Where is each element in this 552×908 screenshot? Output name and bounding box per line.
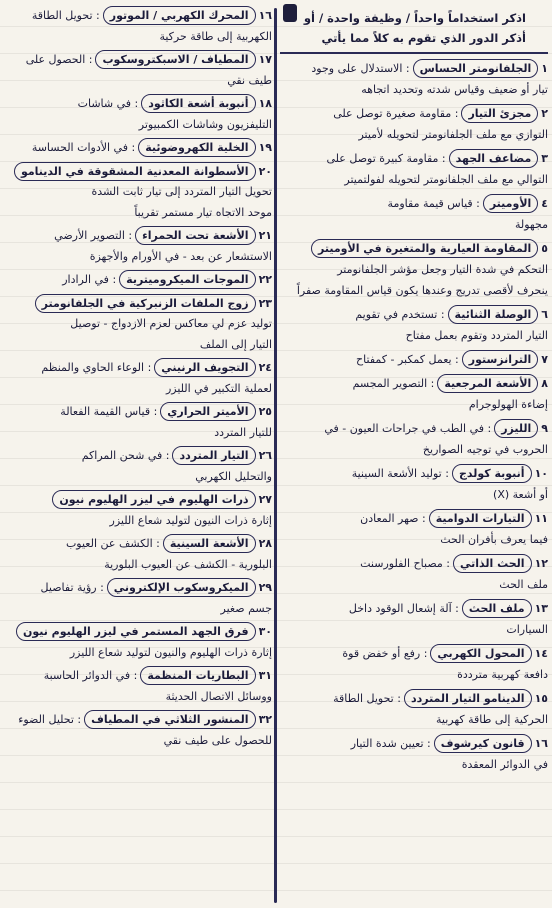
item-number: ٨ xyxy=(541,377,548,390)
item-number: ١٦ xyxy=(534,737,548,750)
list-item xyxy=(280,733,548,775)
item-first-line xyxy=(6,162,272,183)
item-description: : في الطب في جراحات العيون - في xyxy=(324,422,492,435)
item-continuation-line: التحكم في شدة التيار وجعل مؤشر الجلفانومتر xyxy=(337,263,548,276)
item-number: ٧ xyxy=(541,353,548,366)
item-number: ٢١ xyxy=(258,229,272,242)
list-item xyxy=(280,643,548,685)
item-term: قانون كيرشوف xyxy=(434,734,532,753)
item-first-line xyxy=(280,643,548,664)
item-continuation-line: الاستشعار عن بعد - في الأورام والأجهزة xyxy=(89,249,272,263)
item-term: الأشعة المرجعية xyxy=(437,374,538,393)
item-continuation-line: الحروب في توجيه الصواريخ xyxy=(422,443,548,456)
item-description: : توليد الأشعة السينية xyxy=(351,467,449,480)
item-continuation-line: إثارة ذرات الهليوم والنيون لتوليد شعاع الليزر xyxy=(69,645,272,659)
item-number: ٤ xyxy=(541,197,548,210)
item-number: ٢٠ xyxy=(258,164,272,178)
item-description: : صهر المعادن xyxy=(360,512,426,525)
list-item xyxy=(6,358,272,399)
item-number: ١ xyxy=(541,62,548,75)
item-first-line xyxy=(6,534,272,555)
item-number: ٢٦ xyxy=(258,449,272,462)
list-item xyxy=(6,534,272,575)
item-term: مجزئ التيار xyxy=(461,104,538,123)
item-description: : رفع أو خفض قوة xyxy=(342,647,428,660)
item-description: : مصباح الفلورسنت xyxy=(360,557,450,570)
item-term: الدينامو التيار المتردد xyxy=(404,689,532,708)
left-item-list xyxy=(6,6,272,751)
item-number: ١٤ xyxy=(534,647,548,660)
list-item xyxy=(6,578,272,619)
list-item xyxy=(280,688,548,730)
item-first-line xyxy=(6,666,272,687)
item-description: : تستخدم في تقويم xyxy=(355,308,445,321)
item-first-line xyxy=(280,418,548,439)
item-continuation-line: ينحرف لأقصى تدريج وعندها يكون قياس المقاومة صفراً xyxy=(296,284,548,297)
item-description: : الوعاء الحاوي والمنظم xyxy=(41,361,152,374)
item-continuation-line: مجهولة xyxy=(515,218,548,231)
item-term: فرق الجهد المستمر في ليزر الهليوم نيون xyxy=(16,622,256,641)
item-first-line xyxy=(280,373,548,394)
item-first-line xyxy=(6,294,272,315)
item-continuation-line: تحويل التيار المتردد إلى تيار ثابت الشدة xyxy=(91,185,272,198)
list-item xyxy=(6,138,272,159)
item-number: ١٨ xyxy=(258,97,272,110)
list-item xyxy=(280,418,548,460)
item-continuation-line: إثارة ذرات النيون لتوليد شعاع الليزر xyxy=(109,513,272,527)
item-term: المقاومة العيارية والمتغيرة في الأوميتر xyxy=(311,239,538,258)
item-continuation-line: التيار المتردد وتقوم بعمل مفتاح xyxy=(405,329,548,342)
item-number: ٣١ xyxy=(258,669,272,682)
item-term: الحث الذاتي xyxy=(453,554,532,573)
list-item xyxy=(6,162,272,224)
item-number: ١٥ xyxy=(534,692,548,705)
item-description: : في شاشات xyxy=(77,97,139,110)
column-divider xyxy=(274,8,277,903)
list-item xyxy=(6,226,272,267)
item-continuation-line: جسم صغير xyxy=(220,601,272,615)
list-item xyxy=(6,50,272,91)
item-continuation-line: الحركية إلى طاقة كهربية xyxy=(435,713,548,726)
list-item xyxy=(6,294,272,356)
item-first-line xyxy=(6,358,272,379)
item-description: : في شحن المراكم xyxy=(81,449,170,462)
item-description: : يعمل كمكبر - كمفتاح xyxy=(356,353,459,366)
item-first-line xyxy=(6,446,272,467)
item-term: المحرك الكهربي / الموتور xyxy=(103,6,256,25)
item-number: ١١ xyxy=(534,512,548,525)
item-number: ١٩ xyxy=(258,141,272,154)
item-continuation-line: للتيار المتردد xyxy=(214,425,272,439)
item-term: الخلية الكهروضوئية xyxy=(138,138,255,157)
item-first-line xyxy=(6,710,272,731)
list-item xyxy=(6,446,272,487)
item-description: : الحصول على xyxy=(25,53,93,66)
item-continuation-line: للحصول على طيف نقي xyxy=(163,733,272,747)
item-description: : التصوير المجسم xyxy=(352,377,435,390)
item-continuation-line: ملف الحث xyxy=(499,578,548,591)
list-item xyxy=(6,622,272,663)
item-first-line xyxy=(280,148,548,169)
item-description: : قياس القيمة الفعالة xyxy=(60,405,158,418)
item-term: أنبوبة كولدج xyxy=(452,464,532,483)
item-number: ٢٨ xyxy=(258,537,272,550)
list-item xyxy=(280,103,548,145)
list-item xyxy=(280,463,548,505)
item-first-line xyxy=(6,622,272,643)
item-term: الوصلة الثنائية xyxy=(448,305,539,324)
list-item xyxy=(280,373,548,415)
item-description: : تعيين شدة التيار xyxy=(350,737,431,750)
item-description: : تحويل الطاقة xyxy=(31,9,100,22)
list-item xyxy=(6,710,272,751)
item-term: المنشور الثلاثي في المطياف xyxy=(84,710,255,729)
item-first-line xyxy=(280,304,548,325)
item-term: المطياف / الاسبكتروسكوب xyxy=(95,50,255,69)
item-first-line xyxy=(6,94,272,115)
item-first-line xyxy=(280,58,548,79)
item-term: التجويف الرنيني xyxy=(154,358,255,377)
item-continuation-line: إضاءة الهولوجرام xyxy=(468,398,548,411)
item-description: : في الدوائر الحاسبة xyxy=(43,669,138,682)
item-number: ١٠ xyxy=(534,467,548,480)
item-first-line xyxy=(6,270,272,291)
item-number: ٥ xyxy=(541,242,548,255)
item-continuation-line: دافعة كهربية مترددة xyxy=(457,668,548,681)
item-first-line xyxy=(6,402,272,423)
list-item xyxy=(280,598,548,640)
list-item xyxy=(6,94,272,135)
item-continuation-line: تيار أو ضعيف وقياس شدته وتحديد اتجاهه xyxy=(361,83,548,96)
list-item xyxy=(280,238,548,301)
item-term: الأشعة السينية xyxy=(163,534,256,553)
item-term: الميكروسكوب الإلكتروني xyxy=(107,578,256,597)
item-term: التيار المتردد xyxy=(172,446,255,465)
item-continuation-line: الكهربية إلى طاقة حركية xyxy=(159,29,272,43)
item-description: : الاستدلال على وجود xyxy=(311,62,410,75)
list-item xyxy=(280,553,548,595)
item-first-line xyxy=(280,553,548,574)
item-number: ٣ xyxy=(541,152,548,165)
item-description: : تحليل الضوء xyxy=(18,713,82,726)
item-first-line xyxy=(6,490,272,511)
list-item xyxy=(280,304,548,346)
item-term: التيارات الدوامية xyxy=(429,509,532,528)
item-first-line xyxy=(6,578,272,599)
item-first-line xyxy=(280,103,548,124)
item-term: الجلفانومتر الحساس xyxy=(413,59,539,78)
item-continuation-line: التيار إلى الملف xyxy=(199,337,272,351)
item-description: : في الأدوات الحساسة xyxy=(31,141,136,154)
item-first-line xyxy=(280,193,548,214)
item-first-line xyxy=(280,688,548,709)
item-description: : في الرادار xyxy=(62,273,117,286)
list-item xyxy=(6,490,272,531)
item-number: ٢ xyxy=(541,107,548,120)
item-first-line xyxy=(280,508,548,529)
item-term: الأشعة تحت الحمراء xyxy=(135,226,255,245)
item-term: الترانزستور xyxy=(462,350,539,369)
item-term: الليزر xyxy=(494,419,538,438)
item-number: ١٣ xyxy=(534,602,548,615)
item-description: : الكشف عن العيوب xyxy=(65,537,160,550)
item-term: أنبوبة أشعة الكاثود xyxy=(141,94,255,113)
item-term: زوج الملفات الزنبركية في الجلفانومتر xyxy=(35,294,256,313)
item-term: الموجات الميكروميترية xyxy=(119,270,255,289)
list-item xyxy=(280,508,548,550)
item-continuation-line: في الدوائر المعقدة xyxy=(461,758,548,771)
item-continuation-line: فيما يعرف بأفران الحث xyxy=(440,533,548,546)
item-term: الأميتر الحراري xyxy=(160,402,255,421)
item-description: : التصوير الأرضي xyxy=(54,229,133,242)
item-term: المحول الكهربي xyxy=(430,644,531,663)
item-number: ٣٠ xyxy=(258,625,272,638)
right-item-list xyxy=(280,58,548,775)
item-number: ٢٧ xyxy=(258,493,272,506)
item-first-line xyxy=(6,50,272,71)
item-continuation-line: توليد عزم لي معاكس لعزم الازدواج - توصيل xyxy=(70,317,272,330)
list-item xyxy=(6,666,272,707)
item-number: ٢٤ xyxy=(258,361,272,374)
list-item xyxy=(280,148,548,190)
list-item xyxy=(280,349,548,370)
list-item xyxy=(6,6,272,47)
item-number: ٢٢ xyxy=(258,273,272,286)
item-description: : آلة إشعال الوقود داخل xyxy=(348,602,459,615)
item-term: ذرات الهليوم في ليزر الهليوم نيون xyxy=(52,490,255,509)
item-first-line xyxy=(280,463,548,484)
item-term: مضاعف الجهد xyxy=(449,149,539,168)
list-item xyxy=(280,193,548,235)
item-number: ٢٩ xyxy=(258,581,272,594)
item-first-line xyxy=(280,598,548,619)
item-number: ١٦ xyxy=(258,9,272,22)
list-item xyxy=(6,402,272,443)
item-first-line xyxy=(6,226,272,247)
item-continuation-line: طيف نقي xyxy=(227,73,272,87)
list-item xyxy=(6,270,272,291)
item-first-line xyxy=(280,349,548,370)
item-continuation-line: التوازي مع ملف الجلفانومتر لتحويله لأميتر xyxy=(358,128,548,141)
item-first-line xyxy=(280,733,548,754)
item-number: ١٢ xyxy=(534,557,548,570)
item-description: : قياس قيمة مقاومة xyxy=(387,197,480,210)
right-column xyxy=(280,6,548,904)
item-continuation-line: ووسائل الاتصال الحديثة xyxy=(165,689,272,703)
left-column xyxy=(6,6,272,904)
item-continuation-line: التوالي مع ملف الجلفانومتر لتحويله لفولتميتر xyxy=(344,173,548,186)
item-term: ملف الحث xyxy=(462,599,532,618)
item-continuation-line: السيارات xyxy=(506,623,548,636)
item-first-line xyxy=(6,138,272,159)
item-number: ٩ xyxy=(541,422,548,435)
item-number: ٣٢ xyxy=(258,713,272,726)
item-first-line xyxy=(6,6,272,27)
item-number: ٢٣ xyxy=(258,296,272,310)
item-term: البطاريات المنظمة xyxy=(140,666,255,685)
item-number: ١٧ xyxy=(258,53,272,66)
item-number: ٦ xyxy=(541,308,548,321)
item-description: : مقاومة صغيرة توصل على xyxy=(333,107,459,120)
item-description: : مقاومة كبيرة توصل على xyxy=(326,152,446,165)
item-number: ٢٥ xyxy=(258,405,272,418)
page-header: اذكر استخداماً واحداً / وظيفة واحدة / أو أذكر الدور الذي تقوم به كلاً مما يأتي xyxy=(280,6,548,54)
item-term: الأوميتر xyxy=(483,194,538,213)
item-continuation-line: لعملية التكبير في الليزر xyxy=(165,381,272,395)
list-item xyxy=(280,58,548,100)
item-description: : تحويل الطاقة xyxy=(333,692,401,705)
item-continuation-line: موحد الاتجاه تيار مستمر تقريباً xyxy=(134,205,272,219)
item-continuation-line: أو أشعة (X) xyxy=(493,488,548,501)
item-continuation-line: والتحليل الكهربي xyxy=(195,469,272,483)
item-continuation-line: التليفزيون وشاشات الكمبيوتر xyxy=(138,117,272,131)
item-first-line xyxy=(280,238,548,259)
item-term: الأسطوانة المعدنية المشقوقة في الدينامو xyxy=(14,162,256,181)
item-continuation-line: البلورية - الكشف عن العيوب البلورية xyxy=(104,557,272,571)
item-description: : رؤية تفاصيل xyxy=(40,581,104,594)
